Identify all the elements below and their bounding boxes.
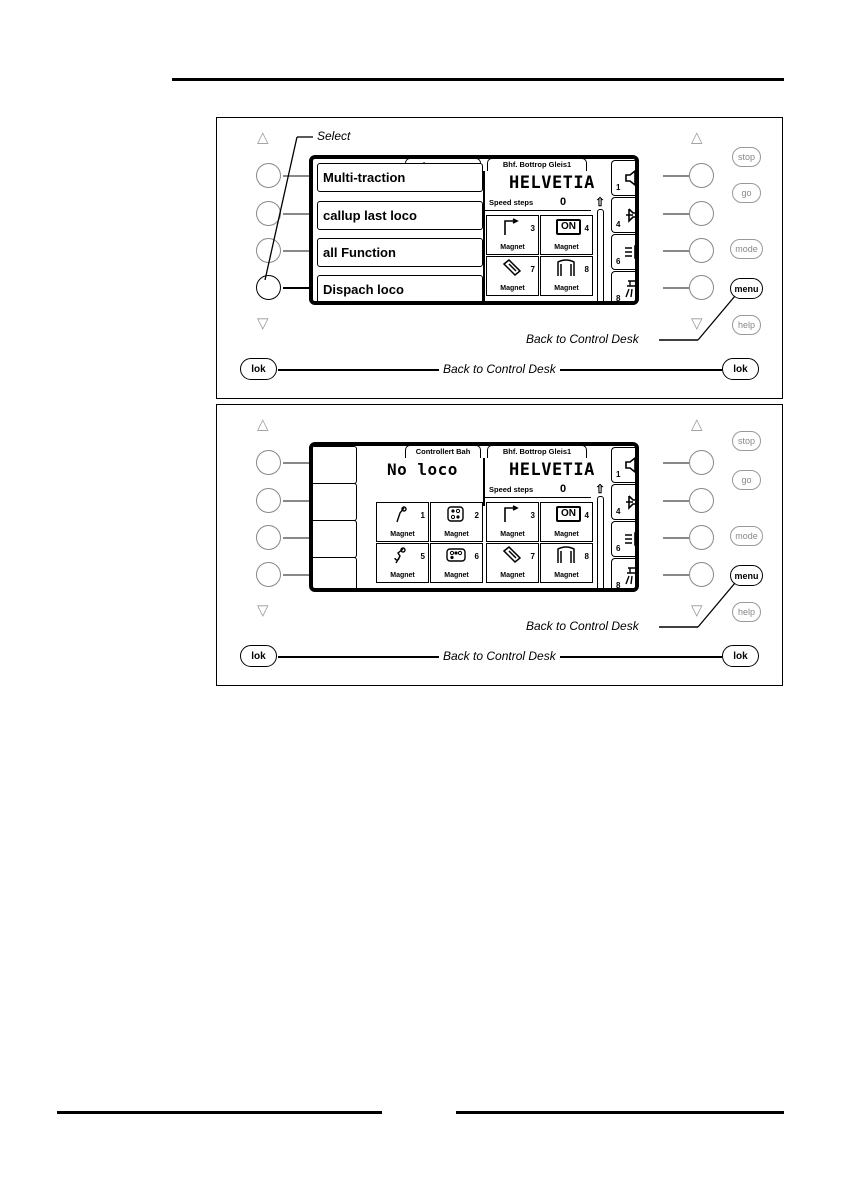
- menu-button[interactable]: menu: [730, 278, 763, 299]
- function-cell-7[interactable]: 7 Magnet: [486, 256, 539, 296]
- loco-name: HELVETIA: [509, 173, 595, 193]
- speed-steps-label: Speed steps: [489, 198, 534, 207]
- down-arrow-icon[interactable]: ▽: [691, 602, 703, 619]
- stop-button[interactable]: stop: [732, 147, 761, 167]
- speed-steps-underline: [485, 210, 591, 211]
- signal-icon: [501, 505, 523, 523]
- speaker-icon: [623, 167, 639, 189]
- signal-icon: [501, 218, 523, 236]
- speaker-icon: [623, 454, 639, 476]
- dots-icon: [445, 505, 467, 523]
- up-arrow-icon[interactable]: △: [257, 129, 269, 146]
- function-button-sound[interactable]: 1: [611, 447, 639, 483]
- select-callout: Select: [313, 129, 354, 143]
- function-button-horn[interactable]: 4: [611, 484, 639, 520]
- horn-icon: [623, 204, 639, 226]
- function-cell-3[interactable]: 3 Magnet: [486, 502, 539, 542]
- menu-item-dispach-loco[interactable]: Dispach loco: [317, 275, 483, 304]
- panel-loco-menu: [216, 117, 783, 399]
- function-cell-8[interactable]: 8 Magnet: [540, 543, 593, 583]
- on-icon: ON: [556, 506, 581, 522]
- lok-button-right[interactable]: lok: [722, 645, 759, 667]
- scrollbar[interactable]: [597, 496, 604, 592]
- direction-arrow-icon: ⇧: [595, 482, 606, 496]
- turnout-icon: [501, 546, 523, 564]
- screen-divider: [483, 458, 485, 506]
- speed-steps-value: 0: [560, 483, 567, 495]
- help-button[interactable]: help: [732, 315, 761, 335]
- dots-icon: [445, 546, 467, 564]
- direction-arrow-icon: ⇧: [595, 195, 606, 209]
- panel-control-desk: [216, 404, 783, 686]
- function-button-sound[interactable]: 1: [611, 160, 639, 196]
- function-cell-7[interactable]: 7 Magnet: [486, 543, 539, 583]
- back-to-control-desk-callout: Back to Control Desk: [522, 619, 643, 633]
- function-cell-3[interactable]: 3 Magnet: [486, 215, 539, 255]
- up-arrow-icon[interactable]: △: [691, 129, 703, 146]
- menu-item-all-function[interactable]: all Function: [317, 238, 483, 267]
- lcd-screen: [309, 442, 639, 592]
- tab-station[interactable]: Bhf. Bottrop Gleis1: [487, 445, 587, 458]
- footer-rule-right: [456, 1111, 784, 1114]
- function-cell-2[interactable]: 2 Magnet: [430, 502, 483, 542]
- go-button[interactable]: go: [732, 470, 761, 490]
- tab-station[interactable]: Bhf. Bottrop Gleis1: [487, 158, 587, 171]
- on-icon: ON: [556, 219, 581, 235]
- scrollbar[interactable]: [597, 209, 604, 305]
- lamp-icon: [623, 565, 639, 587]
- speed-steps-label: Speed steps: [489, 485, 534, 494]
- back-to-control-desk-bottom: Back to Control Desk: [439, 362, 560, 376]
- function-cell-4[interactable]: ON 4 Magnet: [540, 215, 593, 255]
- function-cell-8[interactable]: 8 Magnet: [540, 256, 593, 296]
- gate-icon: [555, 259, 577, 277]
- menu-button[interactable]: menu: [730, 565, 763, 586]
- horn-icon: [623, 491, 639, 513]
- up-arrow-icon[interactable]: △: [691, 416, 703, 433]
- menu-item-callup-last-loco[interactable]: callup last loco: [317, 201, 483, 230]
- footer-rule-left: [57, 1111, 382, 1114]
- function-cell-5[interactable]: 5 Magnet: [376, 543, 429, 583]
- function-button-light[interactable]: 6: [611, 521, 639, 557]
- tab-controller[interactable]: Controllert Bah: [405, 445, 481, 458]
- go-button[interactable]: go: [732, 183, 761, 203]
- lamp-icon: [623, 278, 639, 300]
- back-to-control-desk-bottom: Back to Control Desk: [439, 649, 560, 663]
- speed-steps-underline: [485, 497, 591, 498]
- down-arrow-icon[interactable]: ▽: [257, 315, 269, 332]
- empty-soft-button-1[interactable]: [313, 446, 357, 484]
- empty-soft-button-2[interactable]: [313, 483, 357, 521]
- signal-icon: [391, 505, 413, 523]
- help-button[interactable]: help: [732, 602, 761, 622]
- speed-steps-value: 0: [560, 196, 567, 208]
- mode-button[interactable]: mode: [730, 239, 763, 259]
- down-arrow-icon[interactable]: ▽: [691, 315, 703, 332]
- turnout-icon: [501, 259, 523, 277]
- mode-button[interactable]: mode: [730, 526, 763, 546]
- signal-icon: [391, 546, 413, 564]
- lcd-screen: [309, 155, 639, 305]
- headlight-icon: [623, 241, 639, 263]
- lok-button-right[interactable]: lok: [722, 358, 759, 380]
- function-cell-4[interactable]: ON 4 Magnet: [540, 502, 593, 542]
- function-button-horn[interactable]: 4: [611, 197, 639, 233]
- header-rule: [172, 78, 784, 81]
- up-arrow-icon[interactable]: △: [257, 416, 269, 433]
- empty-soft-button-3[interactable]: [313, 520, 357, 558]
- lok-button-left[interactable]: lok: [240, 358, 277, 380]
- function-button-light[interactable]: 6: [611, 234, 639, 270]
- lok-button-left[interactable]: lok: [240, 645, 277, 667]
- function-button-cab-light[interactable]: 8: [611, 271, 639, 305]
- stop-button[interactable]: stop: [732, 431, 761, 451]
- down-arrow-icon[interactable]: ▽: [257, 602, 269, 619]
- function-button-cab-light[interactable]: 8: [611, 558, 639, 592]
- function-cell-1[interactable]: 1 Magnet: [376, 502, 429, 542]
- back-to-control-desk-callout: Back to Control Desk: [522, 332, 643, 346]
- headlight-icon: [623, 528, 639, 550]
- no-loco-label: No loco: [387, 460, 458, 479]
- screen-divider: [483, 171, 485, 305]
- menu-item-multi-traction[interactable]: Multi-traction: [317, 163, 483, 192]
- empty-soft-button-4[interactable]: [313, 557, 357, 592]
- function-cell-6[interactable]: 6 Magnet: [430, 543, 483, 583]
- loco-name: HELVETIA: [509, 460, 595, 480]
- gate-icon: [555, 546, 577, 564]
